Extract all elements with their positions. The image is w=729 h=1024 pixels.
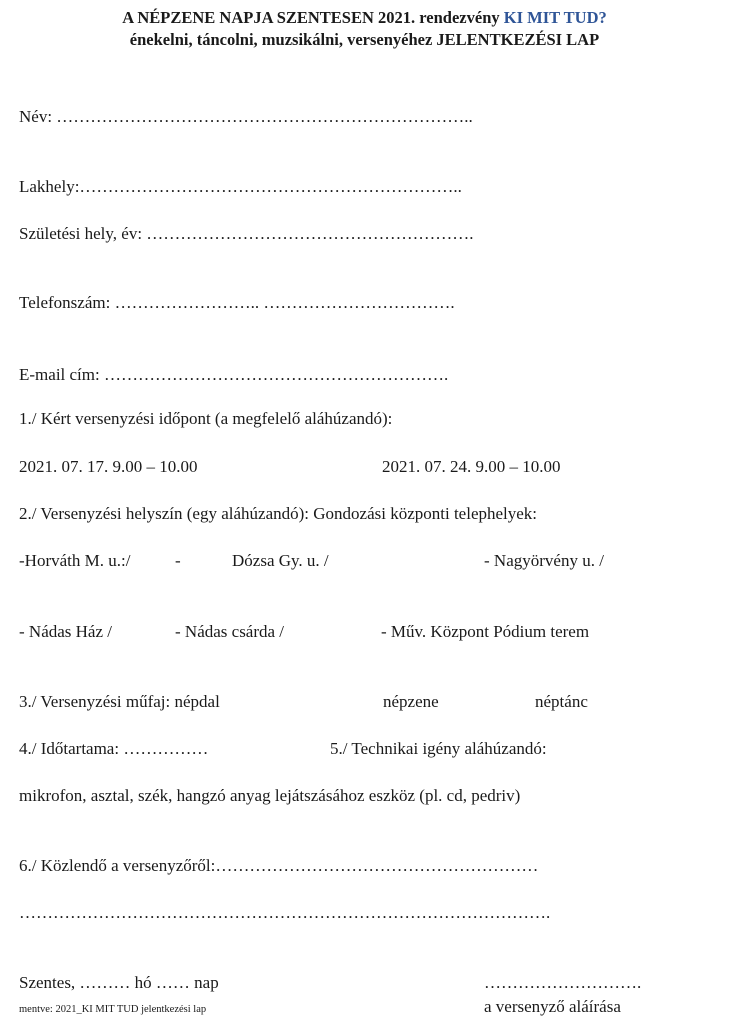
birth-field[interactable]: Születési hely, év: ………………………………………………….	[19, 224, 474, 243]
residence-field[interactable]: Lakhely:…………………………………………………………..	[19, 177, 462, 196]
genre-nepzene[interactable]: népzene	[383, 692, 439, 711]
form-title-line2: énekelni, táncolni, muzsikálni, versenyéhez JELENTKEZÉSI LAP	[129, 30, 600, 49]
location-nagyorveny[interactable]: - Nagyörvény u. /	[484, 551, 604, 570]
location-muv-kozpont[interactable]: - Műv. Központ Pódium terem	[381, 622, 590, 641]
title-prefix: A NÉPZENE NAPJA SZENTESEN 2021. rendezvény	[122, 8, 504, 27]
q3-label: 3./ Versenyzési műfaj: népdal	[19, 692, 220, 711]
q2-label: 2./ Versenyzési helyszín (egy aláhúzandó): Gondozási központi telephelyek:	[19, 504, 538, 523]
q5-label: 5./ Technikai igény aláhúzandó:	[330, 739, 547, 758]
date-option-2[interactable]: 2021. 07. 24. 9.00 – 10.00	[382, 457, 561, 476]
notes-field[interactable]: 6./ Közlendő a versenyzőről:…………………………………………………	[19, 856, 539, 875]
location-dash: -	[175, 551, 181, 570]
q1-label: 1./ Kért versenyzési időpont (a megfelelő aláhúzandó):	[19, 409, 393, 428]
signature-line[interactable]: ……………………….	[484, 973, 642, 992]
location-nadas-haz[interactable]: - Nádas Ház /	[19, 622, 112, 641]
file-note: mentve: 2021_KI MIT TUD jelentkezési lap	[19, 1004, 207, 1015]
place-date-field[interactable]: Szentes, ……… hó …… nap	[19, 973, 219, 992]
duration-field[interactable]: 4./ Időtartama: ……………	[19, 739, 209, 758]
location-dozsa[interactable]: Dózsa Gy. u. /	[232, 551, 329, 570]
signature-label: a versenyző aláírása	[484, 997, 621, 1016]
phone-field[interactable]: Telefonszám: …………………….. …………………………….	[19, 293, 455, 312]
location-nadas-csarda[interactable]: - Nádas csárda /	[175, 622, 285, 641]
title-highlight: KI MIT TUD?	[503, 8, 607, 27]
genre-neptanc[interactable]: néptánc	[535, 692, 588, 711]
form-title-line1	[0, 8, 729, 28]
location-horvath[interactable]: -Horváth M. u.:/	[19, 551, 131, 570]
date-option-1[interactable]: 2021. 07. 17. 9.00 – 10.00	[19, 457, 198, 476]
technical-items[interactable]: mikrofon, asztal, szék, hangzó anyag lejátszásához eszköz (pl. cd, pedriv)	[19, 786, 521, 805]
name-field[interactable]: Név: ………………………………………………………………..	[19, 107, 473, 126]
notes-continuation[interactable]: ………………………………………………………………………………….	[19, 903, 551, 922]
email-field[interactable]: E-mail cím: …………………………………………………….	[19, 365, 449, 384]
